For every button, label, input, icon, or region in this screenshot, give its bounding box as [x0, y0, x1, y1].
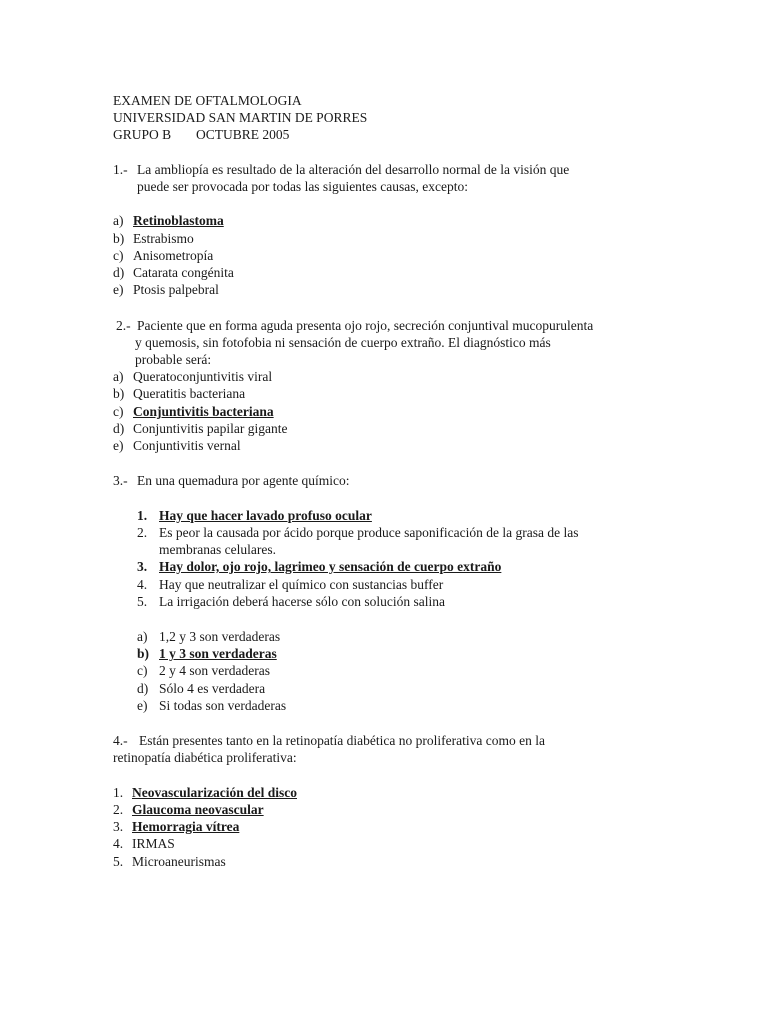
option-marker: d): [113, 265, 125, 280]
option-marker: a): [137, 629, 148, 644]
statement-text-correct: Hay que hacer lavado profuso ocular: [159, 508, 372, 523]
q2-text-line3: probable será:: [135, 352, 212, 367]
q4-item-2: [113, 801, 264, 818]
option-text: Ptosis palpebral: [133, 282, 219, 297]
statement-marker: 2.: [137, 525, 148, 540]
q3-statement-2-cont: membranas celulares.: [159, 542, 276, 557]
option-text: Sólo 4 es verdadera: [159, 681, 266, 696]
q2-option-c: [113, 403, 274, 420]
q2-option-b: [113, 385, 246, 402]
q3-option-a: [137, 628, 281, 645]
item-marker: 2.: [113, 802, 124, 817]
option-text-correct: 1 y 3 son verdaderas: [159, 646, 277, 661]
q3-option-d: [137, 680, 266, 697]
option-marker: b): [137, 646, 150, 661]
q4-item-1: [113, 784, 297, 801]
item-marker: 4.: [113, 836, 124, 851]
option-marker: a): [113, 213, 124, 228]
q3-option-c: [137, 662, 270, 679]
q3-statement-5: [137, 593, 446, 610]
group-label: GRUPO B: [113, 127, 172, 142]
item-text-correct: Neovascularización del disco: [132, 785, 297, 800]
q3-number: 3.-: [113, 473, 128, 488]
q3-statement-4: [137, 576, 444, 593]
option-text: Estrabismo: [133, 231, 194, 246]
option-text: Catarata congénita: [133, 265, 234, 280]
option-marker: e): [137, 698, 148, 713]
q4-text-line2: retinopatía diabética proliferativa:: [113, 750, 297, 765]
group-date-line: [113, 126, 290, 143]
option-marker: d): [113, 421, 125, 436]
statement-text: La irrigación deberá hacerse sólo con solución salina: [159, 594, 446, 609]
option-marker: b): [113, 231, 125, 246]
option-marker: a): [113, 369, 124, 384]
item-text-correct: Hemorragia vítrea: [132, 819, 240, 834]
q4-text-line1: Están presentes tanto en la retinopatía diabética no proliferativa como en la: [139, 733, 545, 748]
option-text: 2 y 4 son verdaderas: [159, 663, 270, 678]
q2-option-d: [113, 420, 288, 437]
option-marker: e): [113, 438, 124, 453]
option-marker: d): [137, 681, 149, 696]
option-marker: c): [113, 404, 124, 419]
item-text: Microaneurismas: [132, 854, 226, 869]
q1-number: 1.-: [113, 162, 128, 177]
option-text: Si todas son verdaderas: [159, 698, 287, 713]
q4-item-4: [113, 835, 175, 852]
q3-statement-3: [137, 558, 502, 575]
option-text: Queratoconjuntivitis viral: [133, 369, 273, 384]
date-label: OCTUBRE 2005: [196, 127, 290, 142]
q1-option-c: [113, 247, 214, 264]
option-text: Conjuntivitis vernal: [133, 438, 241, 453]
option-text: Conjuntivitis papilar gigante: [133, 421, 288, 436]
statement-text: Hay que neutralizar el químico con sustancias buffer: [159, 577, 444, 592]
statement-marker: 5.: [137, 594, 148, 609]
option-text-correct: Retinoblastoma: [133, 213, 224, 228]
option-marker: c): [137, 663, 148, 678]
q2-number: 2.-: [116, 318, 131, 333]
statement-text-correct: Hay dolor, ojo rojo, lagrimeo y sensación de cuerpo extraño: [159, 559, 502, 574]
q2-option-e: [113, 437, 241, 454]
q1-option-d: [113, 264, 234, 281]
q3-text: En una quemadura por agente químico:: [137, 473, 350, 488]
q3-statement-1: [137, 507, 372, 524]
q2-text-line2: y quemosis, sin fotofobia ni sensación de cuerpo extraño. El diagnóstico más: [135, 335, 551, 350]
university-name: UNIVERSIDAD SAN MARTIN DE PORRES: [113, 110, 368, 125]
item-text-correct: Glaucoma neovascular: [132, 802, 264, 817]
option-marker: c): [113, 248, 124, 263]
statement-marker: 1.: [137, 508, 148, 523]
q1-option-b: [113, 230, 194, 247]
option-marker: e): [113, 282, 124, 297]
statement-marker: 3.: [137, 559, 148, 574]
q4-item-5: [113, 853, 226, 870]
q3-option-b: [137, 645, 277, 662]
option-text-correct: Conjuntivitis bacteriana: [133, 404, 274, 419]
q3-option-e: [137, 697, 287, 714]
q1-option-e: [113, 281, 219, 298]
option-text: Queratitis bacteriana: [133, 386, 246, 401]
q1-text-line2: puede ser provocada por todas las siguientes causas, excepto:: [137, 179, 469, 194]
exam-title: EXAMEN DE OFTALMOLOGIA: [113, 93, 302, 108]
item-marker: 5.: [113, 854, 124, 869]
item-marker: 1.: [113, 785, 124, 800]
item-text: IRMAS: [132, 836, 175, 851]
item-marker: 3.: [113, 819, 124, 834]
statement-text: Es peor la causada por ácido porque produce saponificación de la grasa de las: [159, 525, 579, 540]
q2-option-a: [113, 368, 273, 385]
q3-statement-2: [137, 524, 579, 541]
q1-text-line1: La ambliopía es resultado de la alteración del desarrollo normal de la visión que: [137, 162, 570, 177]
q1-option-a: [113, 212, 224, 229]
option-marker: b): [113, 386, 125, 401]
statement-marker: 4.: [137, 577, 148, 592]
q4-number: 4.-: [113, 733, 128, 748]
q4-item-3: [113, 818, 240, 835]
option-text: Anisometropía: [133, 248, 214, 263]
option-text: 1,2 y 3 son verdaderas: [159, 629, 281, 644]
q2-text-line1: Paciente que en forma aguda presenta ojo rojo, secreción conjuntival mucopurulenta: [137, 318, 594, 333]
